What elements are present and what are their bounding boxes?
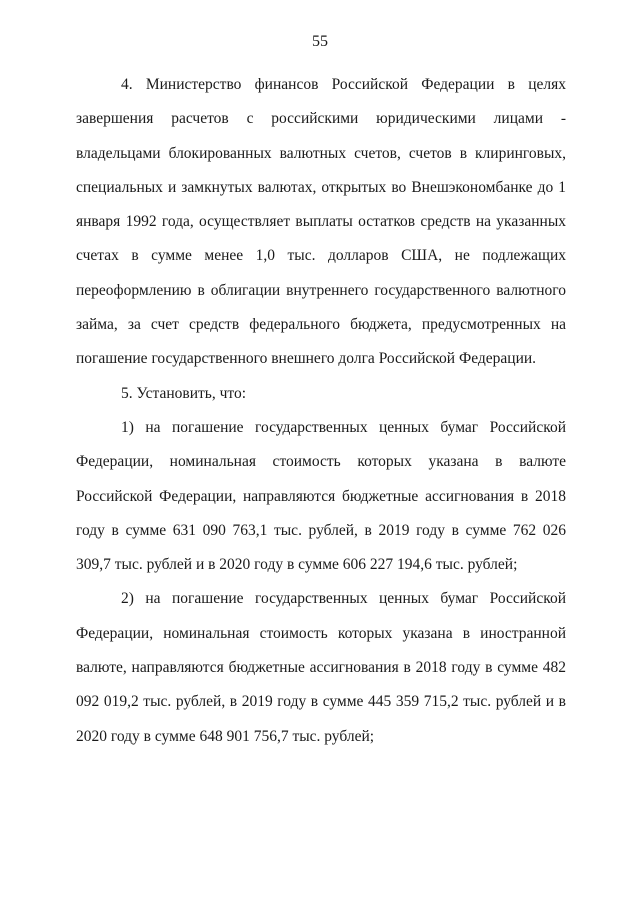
- paragraph-item-5-2: 2) на погашение государственных ценных бумаг Российской Федерации, номинальная стоимость которых указана в иностранной валюте, направляются бюджетные ассигнования в 2018 году в сумме 482 092 019,2 тыс. рублей, в 2019 году в сумме 445 359 715,2 тыс. рублей и в 2020 году в сумме 648 901 756,7 тыс. рублей;: [76, 590, 566, 745]
- paragraph-item-5-1: 1) на погашение государственных ценных бумаг Российской Федерации, номинальная стоимость которых указана в валюте Российской Федерации, направляются бюджетные ассигнования в 2018 году в сумме 631 090 763,1 тыс. рублей, в 2019 году в сумме 762 026 309,7 тыс. рублей и в 2020 году в сумме 606 227 194,6 тыс. рублей;: [76, 418, 566, 574]
- paragraph-item-5-intro: 5. Установить, что:: [121, 384, 247, 402]
- paragraph-item-4: 4. Министерство финансов Российской Федерации в целях завершения расчетов с российскими юридическими лицами - владельцами блокированных валютных счетов, счетов в клиринговых, специальных и замкнутых валютах, открытых во Внешэкономбанке до 1 января 1992 года, осуществляет выплаты остатков средств на указанных счетах в сумме менее 1,0 тыс. долларов США, не подлежащих переоформлению в облигации внутреннего государственного валютного займа, за счет средств федерального бюджета, предусмотренных на погашение государственного внешнего долга Российской Федерации.: [76, 76, 566, 368]
- page-number: 55: [312, 33, 328, 50]
- document-body: [76, 68, 566, 754]
